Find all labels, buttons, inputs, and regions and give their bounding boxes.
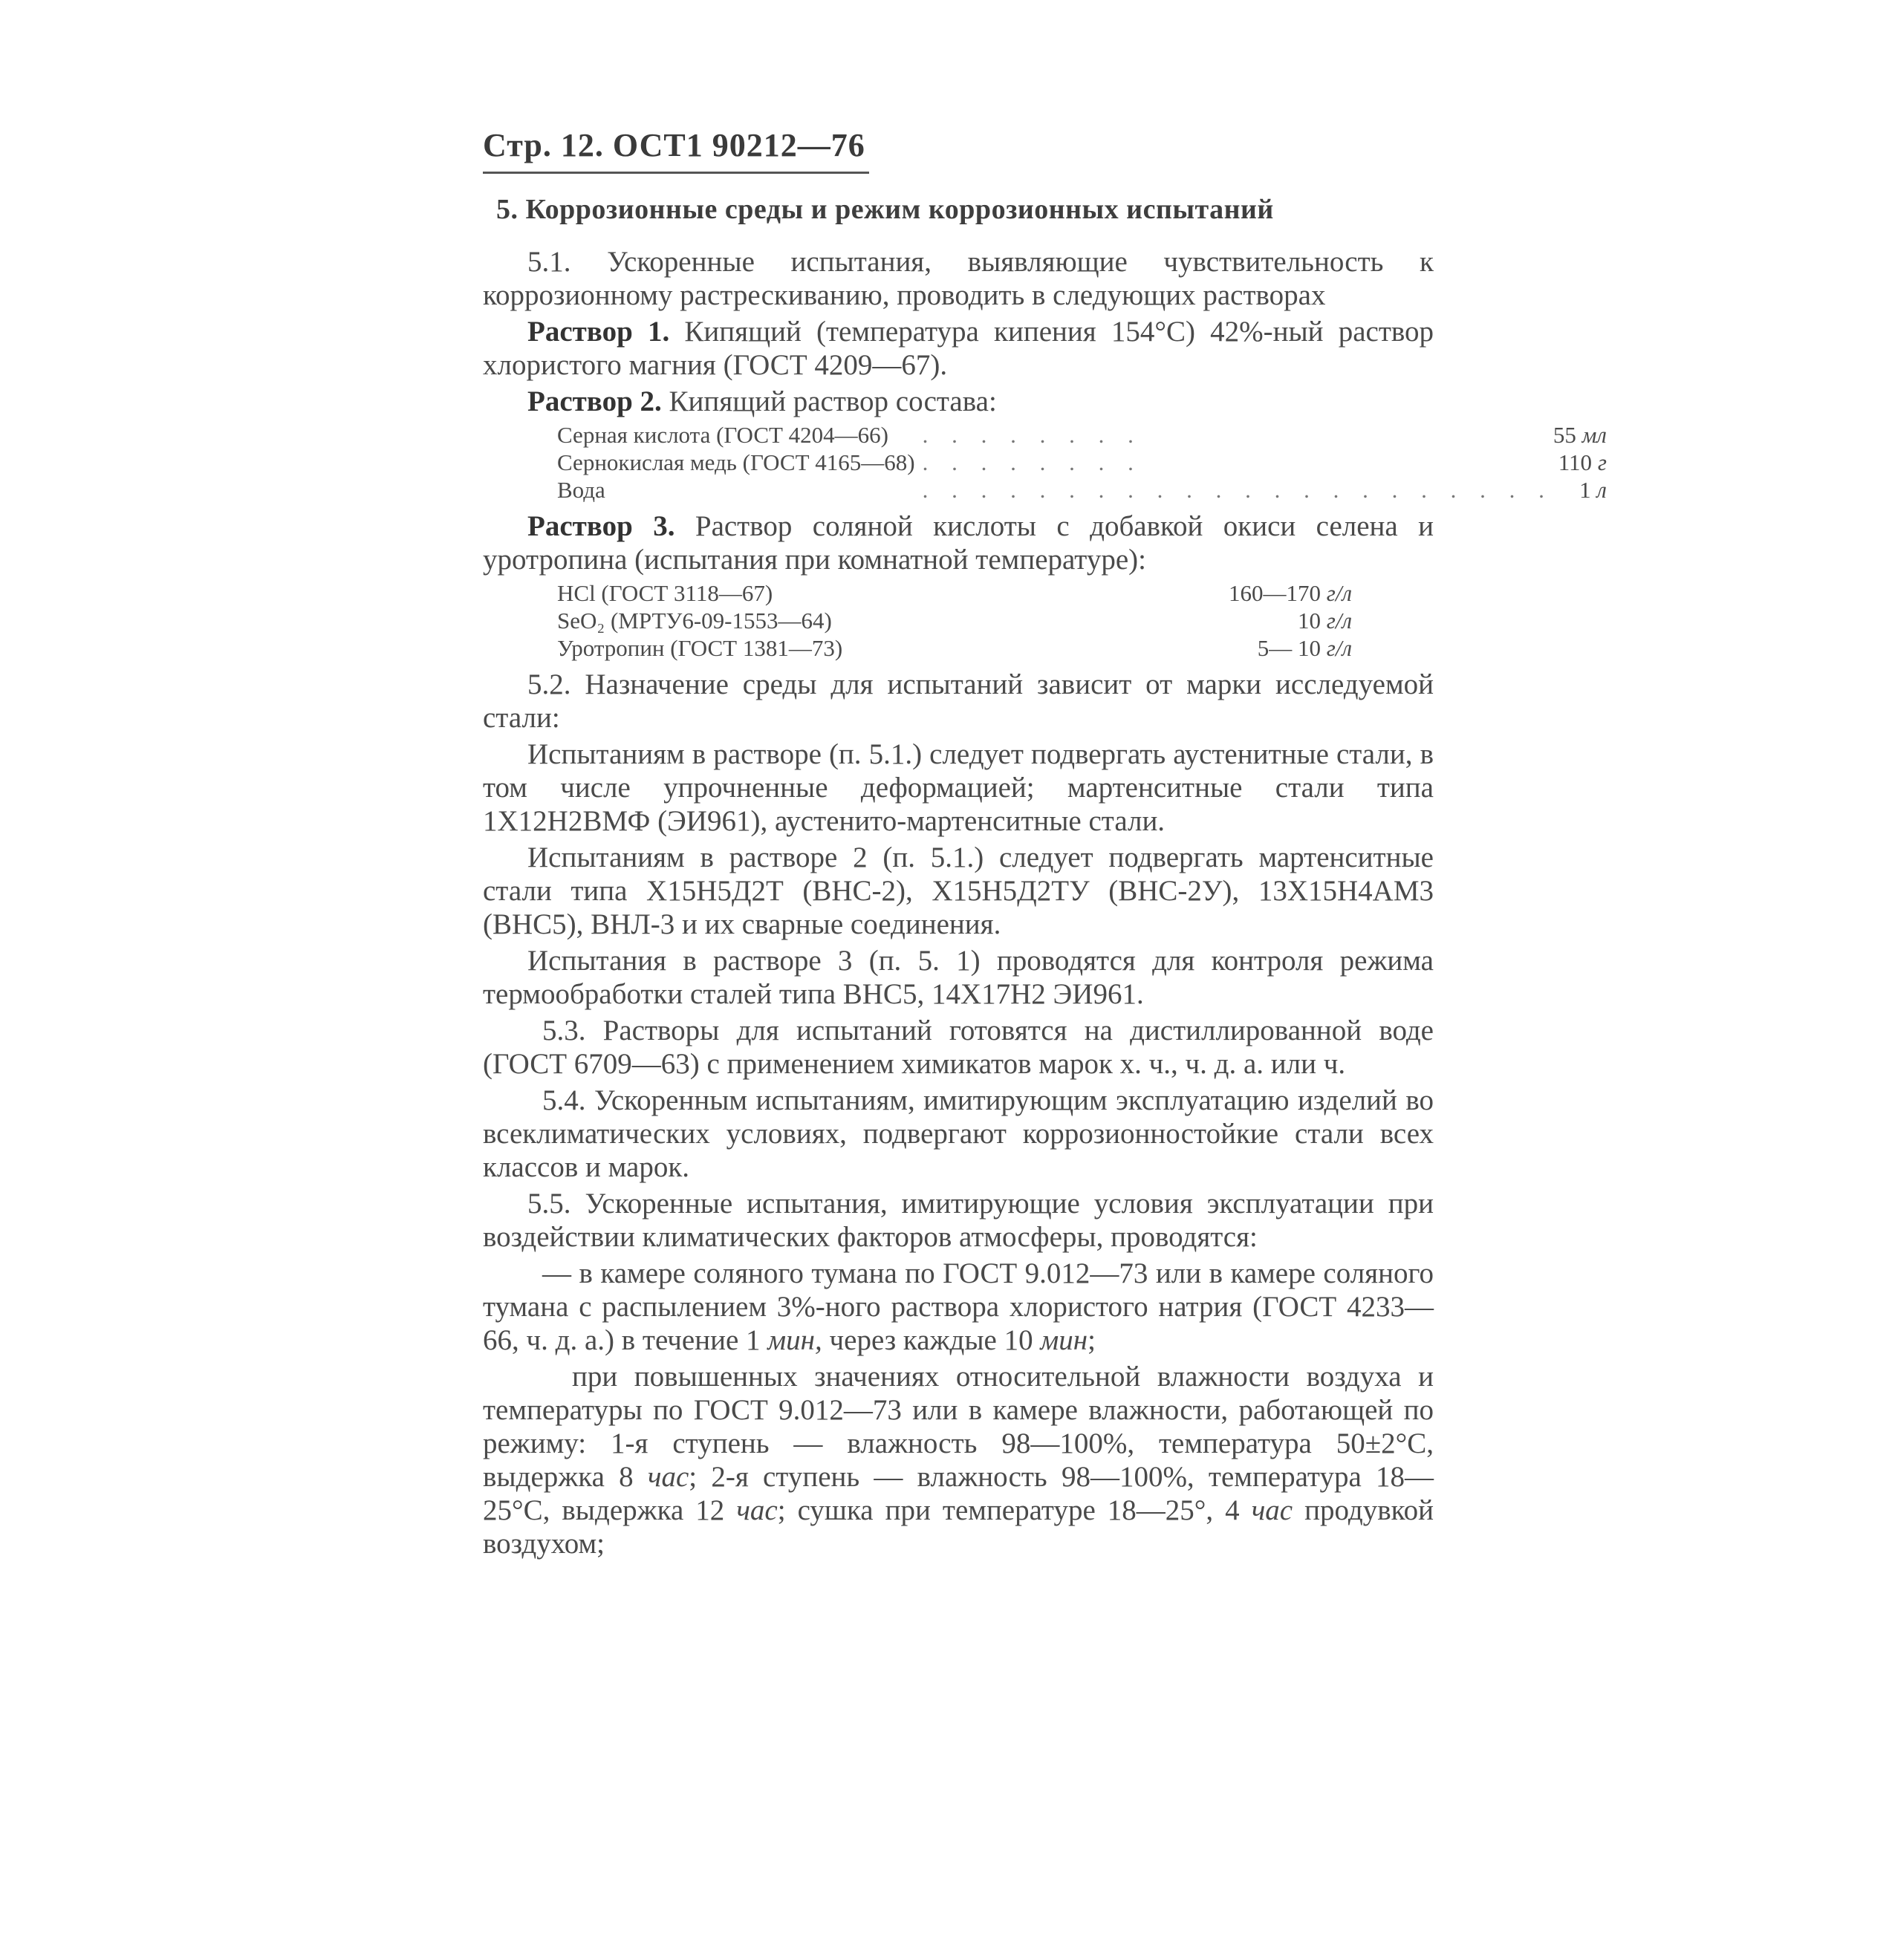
list-item-humidity xyxy=(483,1360,1434,1560)
recipe-name: HCl (ГОСТ 3118—67) xyxy=(557,580,773,606)
recipe-row xyxy=(557,607,1352,634)
list-item-text: ; сушка при температуре 18—25°, 4 xyxy=(777,1494,1252,1526)
recipe-row xyxy=(557,476,1607,504)
paragraph-5-1: 5.1. Ускоренные испытания, выявляющие чувствительность к коррозионному растрескиванию, проводить в следующих растворах xyxy=(483,246,1434,311)
recipe-unit: г xyxy=(1597,449,1607,475)
page-header: Стр. 12. ОСТ1 90212—76 xyxy=(483,126,869,174)
paragraph-5-2-b: Испытаниям в растворе 2 (п. 5.1.) следует подвергать мартенситные стали типа Х15Н5Д2Т (ВНС-2), Х15Н5Д2ТУ (ВНС-2У), 13Х15Н4АМ3 (ВНС5), ВНЛ-3 и их сварные соединения. xyxy=(483,841,1434,940)
paragraph-5-2: 5.2. Назначение среды для испытаний зависит от марки исследуемой стали: xyxy=(483,668,1434,734)
recipe-unit: г/л xyxy=(1326,580,1352,606)
recipe-value: 160—170 xyxy=(1229,580,1322,606)
recipe-row xyxy=(557,634,1352,662)
solution-2-text: Кипящий раствор состава: xyxy=(669,385,997,417)
recipe-unit: г/л xyxy=(1326,635,1352,661)
solution-3-recipe-table xyxy=(557,579,1352,662)
solution-1 xyxy=(483,315,1434,382)
list-item-text: продувкой воздухом; xyxy=(483,1494,1434,1560)
solution-2-label: Раствор 2. xyxy=(527,385,662,417)
list-item-text: через каждые 10 xyxy=(822,1324,1041,1356)
unit-label: мин xyxy=(1040,1324,1088,1356)
unit-label: мин, xyxy=(767,1324,822,1356)
section-title: 5. Коррозионные среды и режим коррозионных испытаний xyxy=(496,194,1274,225)
solution-3-label: Раствор 3. xyxy=(527,510,675,542)
recipe-row xyxy=(557,449,1607,476)
recipe-name: Уротропин (ГОСТ 1381—73) xyxy=(557,635,843,661)
paragraph-5-5: 5.5. Ускоренные испытания, имитирующие условия эксплуатации при воздействии климатических факторов атмосферы, проводятся: xyxy=(483,1188,1434,1253)
recipe-row xyxy=(557,421,1607,449)
recipe-value: 110 xyxy=(1558,449,1593,475)
recipe-value: 5— 10 xyxy=(1257,635,1322,661)
recipe-unit: мл xyxy=(1581,422,1607,448)
solution-2 xyxy=(483,385,1434,418)
document-page xyxy=(483,126,1607,1834)
paragraph-5-4: 5.4. Ускоренным испытаниям, имитирующим эксплуатацию изделий во всеклиматических условиях, подвергают коррозионностойкие стали всех классов и марок. xyxy=(483,1084,1434,1183)
paragraph-5-2-c: Испытания в растворе 3 (п. 5. 1) проводятся для контроля режима термообработки сталей типа ВНС5, 14Х17Н2 ЭИ961. xyxy=(483,945,1434,1010)
recipe-row xyxy=(557,579,1352,607)
paragraph-5-2-a: Испытаниям в растворе (п. 5.1.) следует подвергать аустенитные стали, в том числе упрочненные деформацией; мартенситные стали типа 1Х12Н2ВМФ (ЭИ961), аустенито-мартенситные стали. xyxy=(483,738,1434,837)
list-item-text: ; xyxy=(1088,1324,1096,1356)
leader-dots: . . . . . . . . xyxy=(922,449,1142,475)
list-item-text: ; 2-я ступень — влажность 98—100%, температура 18—25°С, выдержка 12 xyxy=(483,1461,1434,1526)
recipe-name: Серная кислота (ГОСТ 4204—66) xyxy=(557,422,889,448)
recipe-value: 55 xyxy=(1553,422,1576,448)
unit-label: час xyxy=(1251,1494,1293,1526)
leader-dots: . . . . . . . . . . . . . . . . . . . . . . xyxy=(922,477,1553,503)
document-body xyxy=(483,245,1607,1563)
recipe-unit: г/л xyxy=(1326,608,1352,634)
recipe-name: Сернокислая медь (ГОСТ 4165—68) xyxy=(557,449,915,475)
solution-1-text: Кипящий (температура кипения 154°С) 42%-ный раствор хлористого магния (ГОСТ 4209—67). xyxy=(483,316,1434,381)
unit-label: час xyxy=(647,1461,689,1493)
solution-3 xyxy=(483,509,1434,576)
recipe-name: SeO₂ (МРТУ6-09-1553—64) xyxy=(557,608,832,634)
list-item-salt-fog xyxy=(483,1257,1434,1357)
recipe-value: 1 xyxy=(1579,477,1591,503)
list-item-text: при повышенных значениях относительной влажности воздуха и температуры по ГОСТ 9.012—73 или в камере влажности, работающей по режиму: 1-я ступень — влажность 98—100%, температура 50±2°С, выдержка 8 xyxy=(483,1361,1434,1493)
solution-3-text: Раствор соляной кислоты с добавкой окиси селена и уротропина (испытания при комнатной температуре): xyxy=(483,510,1434,576)
solution-1-label: Раствор 1. xyxy=(527,316,670,348)
paragraph-5-3: 5.3. Растворы для испытаний готовятся на дистиллированной воде (ГОСТ 6709—63) с применением химикатов марок х. ч., ч. д. а. или ч. xyxy=(483,1015,1434,1080)
solution-2-recipe-table xyxy=(557,421,1607,504)
recipe-name: Вода xyxy=(557,477,605,503)
list-item-text: — в камере соляного тумана по ГОСТ 9.012—73 или в камере соляного тумана с распылением 3%-ного раствора хлористого натрия (ГОСТ 4233—66, ч. д. а.) в течение 1 xyxy=(483,1257,1434,1356)
recipe-value: 10 xyxy=(1298,608,1322,634)
leader-dots: . . . . . . . . xyxy=(922,422,1142,448)
recipe-unit: л xyxy=(1596,477,1607,503)
unit-label: час xyxy=(736,1494,778,1526)
